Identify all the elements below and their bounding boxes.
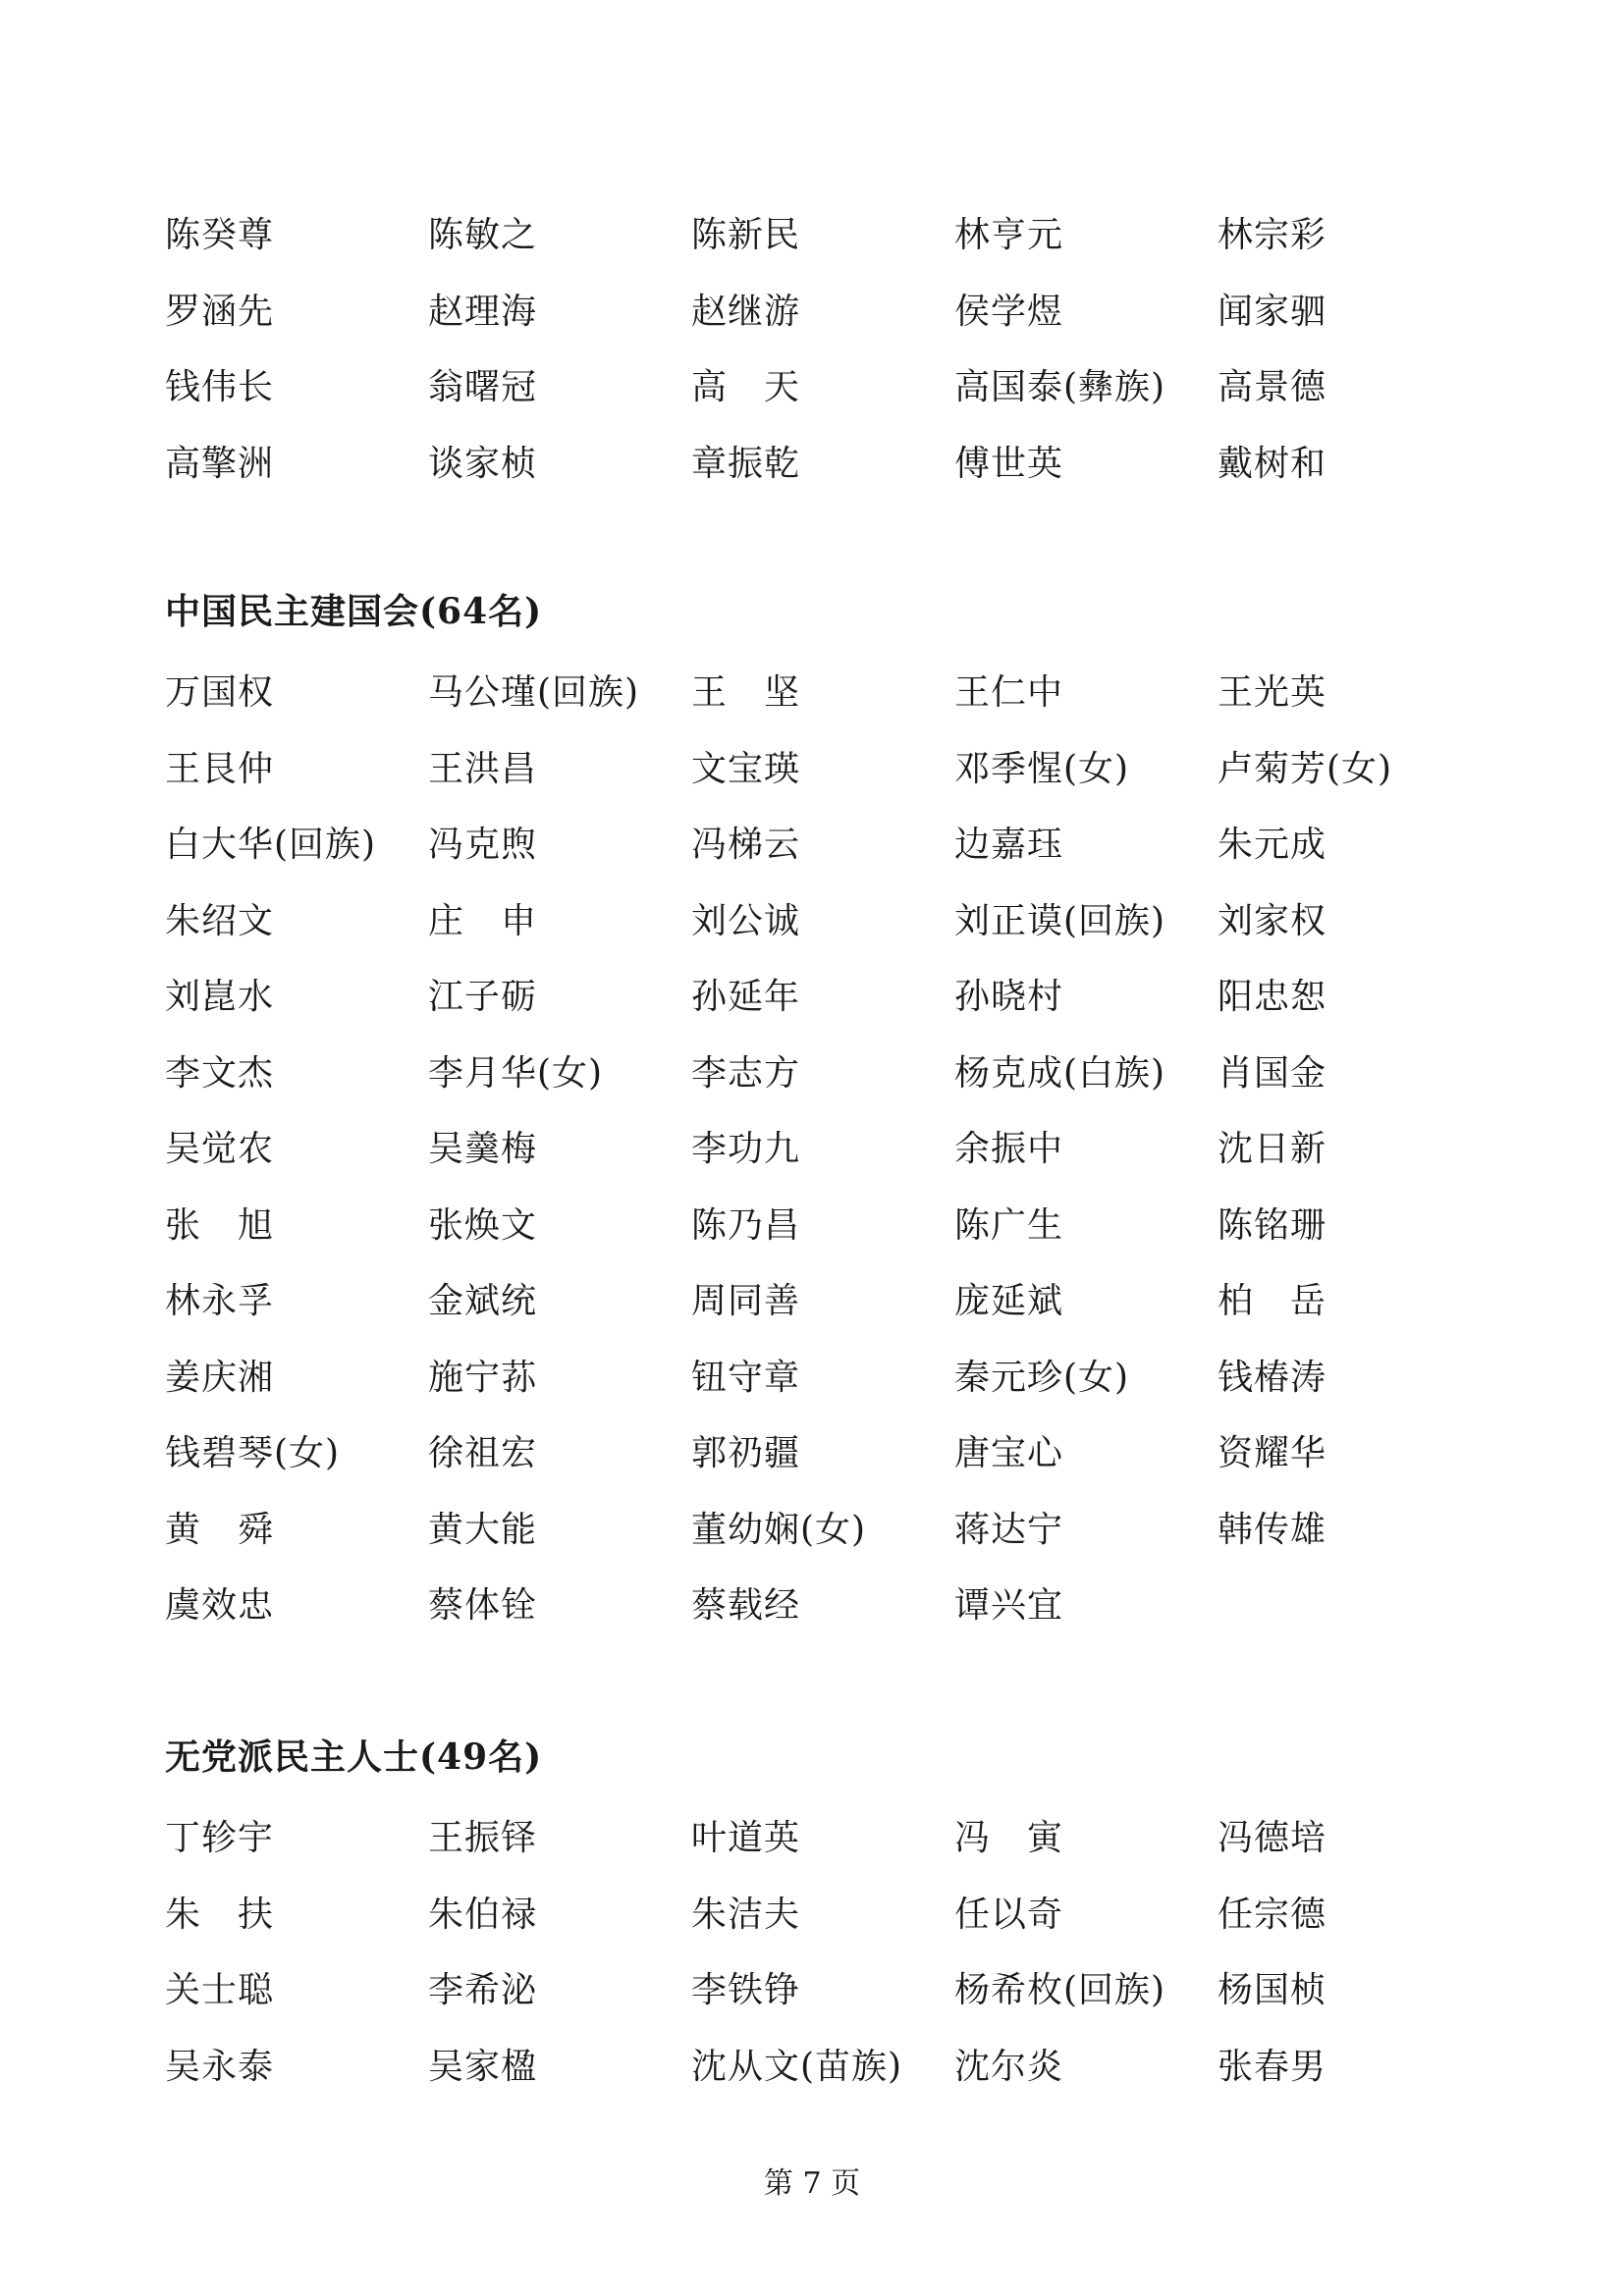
name-row (165, 825, 1481, 904)
member-name: 秦元珍(女) (954, 1357, 1130, 1398)
member-name: 张焕文 (428, 1204, 538, 1246)
member-name: 周同善 (691, 1281, 801, 1321)
name-row (165, 1509, 1481, 1589)
member-name: 李功九 (691, 1129, 801, 1169)
member-name: 关士聪 (165, 1970, 275, 2010)
member-name: 朱洁夫 (691, 1894, 801, 1935)
member-name: 沈从文(苗族) (691, 2046, 903, 2087)
member-name: 杨国桢 (1218, 1970, 1327, 2010)
member-name: 杨希枚(回族) (954, 1970, 1166, 2010)
member-name: 张春男 (1218, 2046, 1327, 2087)
name-row (165, 215, 1481, 294)
member-name: 傅世英 (954, 443, 1064, 484)
section-heading: 无党派民主人士(49名) (165, 1736, 543, 1778)
member-name: 王光英 (1218, 672, 1327, 713)
member-name: 朱伯禄 (428, 1894, 538, 1935)
member-name: 陈新民 (691, 215, 801, 255)
member-name: 林永孚 (165, 1281, 275, 1321)
member-name: 边嘉珏 (954, 825, 1064, 865)
member-name: 陈敏之 (428, 215, 538, 255)
member-list-non-party (165, 1818, 1481, 2125)
member-name: 金斌统 (428, 1281, 538, 1321)
member-name: 朱 扶 (165, 1894, 275, 1935)
member-name: 马公瑾(回族) (428, 672, 640, 713)
name-row (165, 1204, 1481, 1285)
name-row (165, 1970, 1481, 2050)
member-name: 唐宝心 (954, 1433, 1064, 1473)
member-name: 邓季惺(女) (954, 748, 1130, 789)
member-name: 吴羹梅 (428, 1129, 538, 1169)
member-name: 钱碧琴(女) (165, 1433, 341, 1473)
name-row (165, 1818, 1481, 1897)
name-row (165, 1894, 1481, 1974)
member-name: 沈日新 (1218, 1129, 1327, 1169)
member-name: 赵理海 (428, 291, 538, 332)
member-name: 高景德 (1218, 367, 1327, 407)
member-name: 王振铎 (428, 1818, 538, 1858)
member-name: 朱绍文 (165, 900, 275, 941)
member-name: 闻家驷 (1218, 291, 1327, 332)
member-name: 高 天 (691, 367, 801, 407)
member-name: 冯 寅 (954, 1818, 1064, 1858)
name-row (165, 672, 1481, 752)
member-name: 钱椿涛 (1218, 1357, 1327, 1398)
member-name: 陈乃昌 (691, 1204, 801, 1246)
name-row (165, 1585, 1481, 1665)
member-name: 蔡体铨 (428, 1585, 538, 1626)
member-name: 刘家权 (1218, 900, 1327, 941)
member-name: 余振中 (954, 1129, 1064, 1169)
member-name: 陈铭珊 (1218, 1204, 1327, 1246)
member-name: 姜庆湘 (165, 1357, 275, 1398)
name-row (165, 1052, 1481, 1133)
member-name: 谈家桢 (428, 443, 538, 484)
name-row (165, 2046, 1481, 2126)
page-number: 第 7 页 (763, 2166, 861, 2201)
member-name: 谭兴宜 (954, 1585, 1064, 1626)
member-name: 赵继游 (691, 291, 801, 332)
member-name: 钮守章 (691, 1357, 801, 1398)
member-name: 高擎洲 (165, 443, 275, 484)
member-name: 虞效忠 (165, 1585, 275, 1626)
member-name: 林亨元 (954, 215, 1064, 255)
name-row (165, 1129, 1481, 1208)
member-name: 肖国金 (1218, 1052, 1327, 1094)
member-name: 江子砺 (428, 977, 538, 1017)
member-name: 翁曙冠 (428, 367, 538, 407)
member-name: 王洪昌 (428, 748, 538, 789)
member-name: 刘公诚 (691, 900, 801, 941)
member-name: 李铁铮 (691, 1970, 801, 2010)
member-name: 罗涵先 (165, 291, 275, 332)
member-name: 柏 岳 (1218, 1281, 1327, 1321)
member-name: 施宁荪 (428, 1357, 538, 1398)
member-name: 张 旭 (165, 1204, 275, 1246)
name-row (165, 1281, 1481, 1361)
member-name: 庞延斌 (954, 1281, 1064, 1321)
member-name: 王仁中 (954, 672, 1064, 713)
name-row (165, 367, 1481, 447)
member-name: 黄 舜 (165, 1509, 275, 1550)
member-name: 吴永泰 (165, 2046, 275, 2087)
member-name: 王 坚 (691, 672, 801, 713)
member-name: 侯学煜 (954, 291, 1064, 332)
member-name: 刘崑水 (165, 977, 275, 1017)
member-name: 王艮仲 (165, 748, 275, 789)
section-heading: 中国民主建国会(64名) (165, 591, 543, 632)
member-name: 文宝瑛 (691, 748, 801, 789)
member-name: 章振乾 (691, 443, 801, 484)
member-name: 任以奇 (954, 1894, 1064, 1935)
member-name: 董幼娴(女) (691, 1509, 867, 1550)
member-name: 庄 申 (428, 900, 538, 941)
member-name: 冯德培 (1218, 1818, 1327, 1858)
member-name: 白大华(回族) (165, 825, 377, 865)
member-name: 卢菊芳(女) (1218, 748, 1393, 789)
member-name: 陈广生 (954, 1204, 1064, 1246)
member-name: 韩传雄 (1218, 1509, 1327, 1550)
member-name: 李希泌 (428, 1970, 538, 2010)
member-name: 朱元成 (1218, 825, 1327, 865)
member-name: 吴家楹 (428, 2046, 538, 2087)
member-name: 钱伟长 (165, 367, 275, 407)
member-name: 孙晓村 (954, 977, 1064, 1017)
name-row (165, 977, 1481, 1056)
name-row (165, 748, 1481, 828)
member-name: 沈尔炎 (954, 2046, 1064, 2087)
member-name: 徐祖宏 (428, 1433, 538, 1473)
member-name: 吴觉农 (165, 1129, 275, 1169)
member-name: 李志方 (691, 1052, 801, 1094)
member-name: 郭礽疆 (691, 1433, 801, 1473)
member-name: 李月华(女) (428, 1052, 604, 1094)
member-list-democratic-construction (165, 672, 1481, 1665)
member-name: 任宗德 (1218, 1894, 1327, 1935)
member-name: 叶道英 (691, 1818, 801, 1858)
member-list-continued (165, 215, 1481, 522)
member-name: 李文杰 (165, 1052, 275, 1094)
member-name: 冯克煦 (428, 825, 538, 865)
member-name: 陈癸尊 (165, 215, 275, 255)
member-name: 林宗彩 (1218, 215, 1327, 255)
member-name: 蒋达宁 (954, 1509, 1064, 1550)
member-name: 杨克成(白族) (954, 1052, 1166, 1094)
member-name: 冯梯云 (691, 825, 801, 865)
member-name: 阳忠恕 (1218, 977, 1327, 1017)
name-row (165, 900, 1481, 981)
name-row (165, 1433, 1481, 1513)
member-name: 刘正谟(回族) (954, 900, 1166, 941)
member-name: 蔡载经 (691, 1585, 801, 1626)
member-name: 戴树和 (1218, 443, 1327, 484)
member-name: 万国权 (165, 672, 275, 713)
member-name: 孙延年 (691, 977, 801, 1017)
member-name: 丁轸宇 (165, 1818, 275, 1858)
member-name: 资耀华 (1218, 1433, 1327, 1473)
name-row (165, 1357, 1481, 1437)
member-name: 黄大能 (428, 1509, 538, 1550)
name-row (165, 291, 1481, 371)
member-name: 高国泰(彝族) (954, 367, 1166, 407)
name-row (165, 443, 1481, 523)
